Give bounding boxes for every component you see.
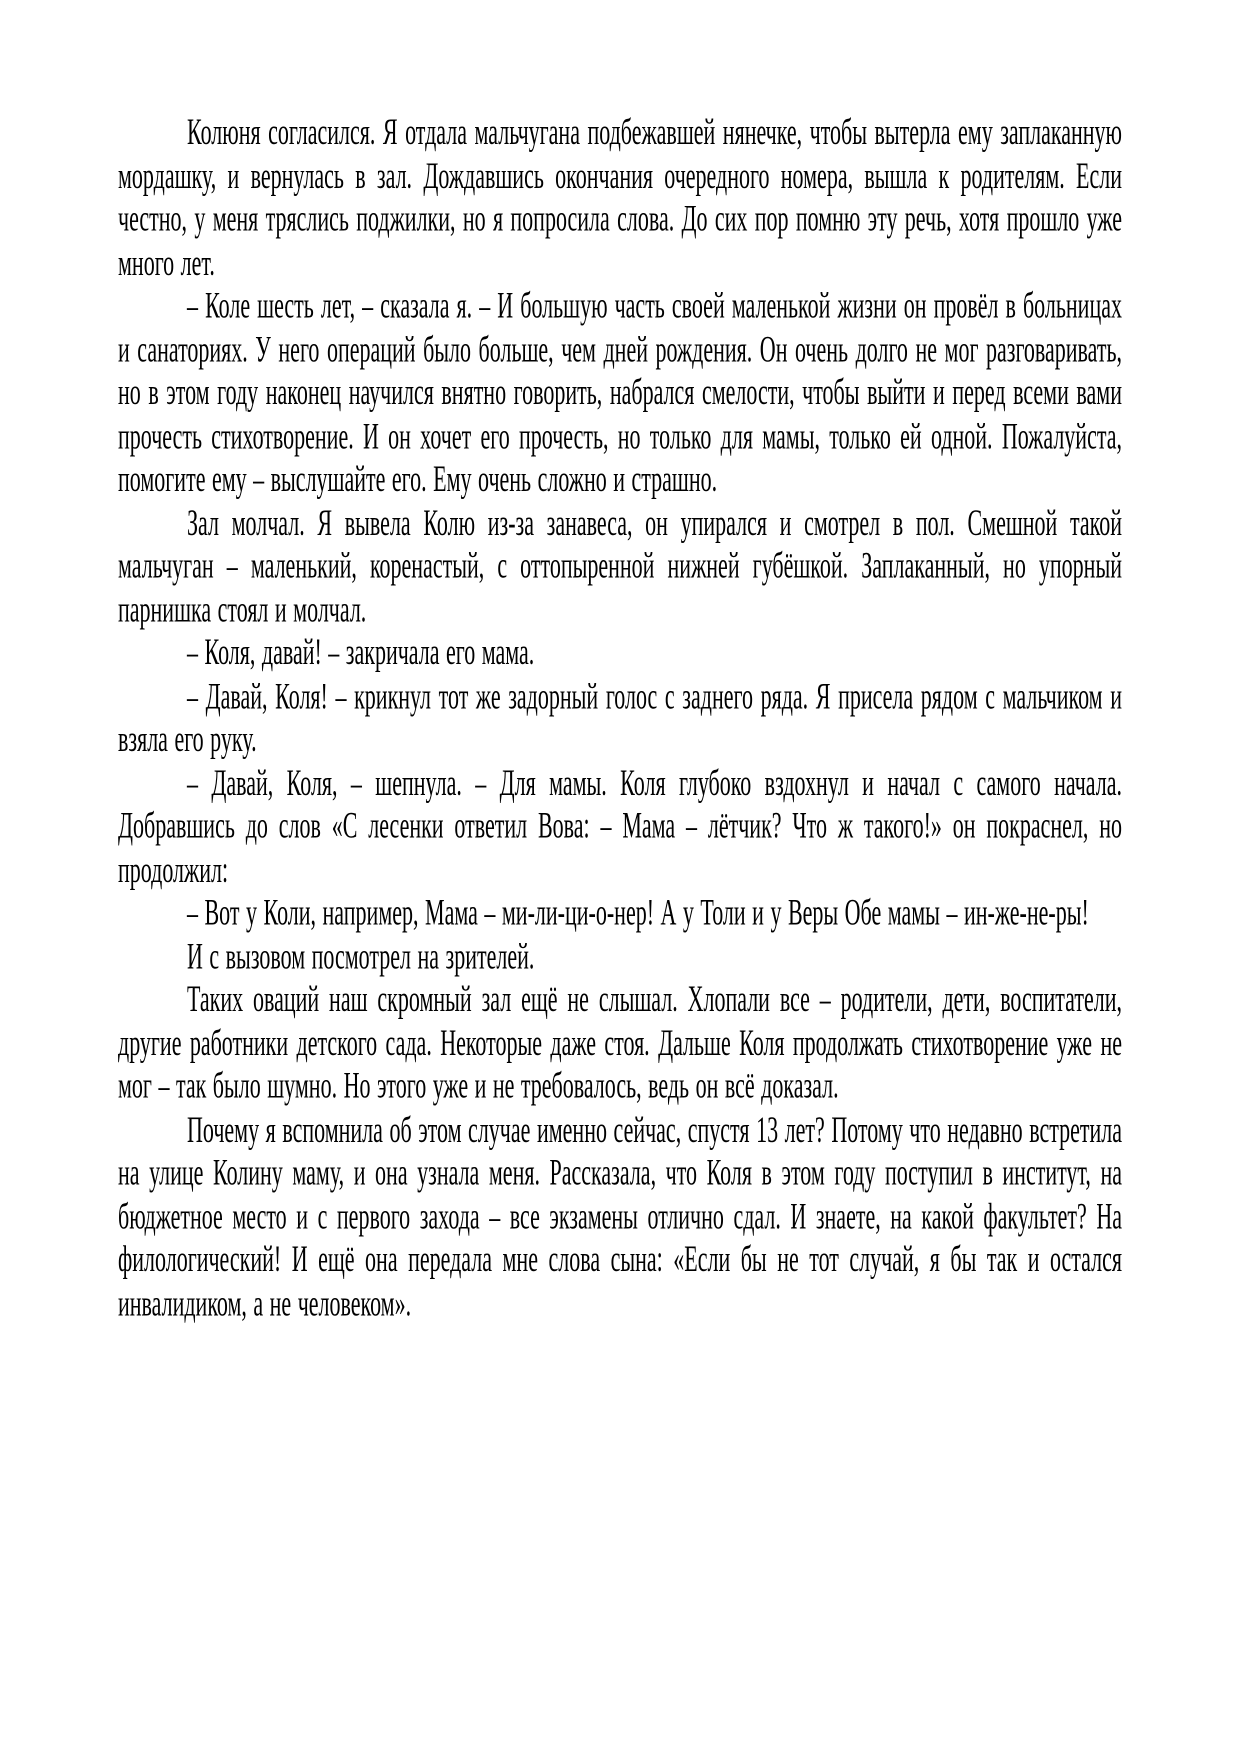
paragraph: Колюня согласился. Я отдала мальчугана подбежавшей нянечке, чтобы вытерла ему заплаканную мордашку, и вернулась в зал. Дождавшись окончания очередного номера, вышла к родителям. Если честно, у меня тряслись поджилки, но я попросила слова. До сих пор помню эту речь, хотя прошло уже много лет. — [118, 110, 1122, 283]
paragraph: Почему я вспомнила об этом случае именно сейчас, спустя 13 лет? Потому что недавно встретила на улице Колину маму, и она узнала меня. Рассказала, что Коля в этом году поступил в институт, на бюджетное место и с первого захода – все экзамены отлично сдал. И знаете, на какой факультет? На филологический! И ещё она передала мне слова сына: «Если бы не тот случай, я бы так и остался инвалидиком, а не человеком». — [118, 1107, 1122, 1323]
paragraph: – Вот у Коли, например, Мама – ми-ли-ци-о-нер! А у Толи и у Веры Обе мамы – ин-же-не-ры! — [187, 890, 1089, 933]
paragraph: – Коля, давай! – закричала его мама. — [187, 630, 535, 673]
paragraph: – Давай, Коля, – шепнула. – Для мамы. Коля глубоко вздохнул и начал с самого начала. Добравшись до слов «С лесенки ответил Вова: – Мама – лётчик? Что ж такого!» он покраснел, но продолжил: — [118, 760, 1122, 890]
text-page — [118, 110, 1122, 1323]
paragraph: И с вызовом посмотрел на зрителей. — [187, 933, 535, 977]
text-block — [118, 110, 1122, 1324]
paragraph: Таких оваций наш скромный зал ещё не слышал. Хлопали все – родители, дети, воспитатели, другие работники детского сада. Некоторые даже стоя. Дальше Коля продолжать стихотворение уже не мог – так было шумно. Но этого уже и не требовалось, ведь он всё доказал. — [118, 977, 1122, 1107]
paragraph: – Давай, Коля! – крикнул тот же задорный голос с заднего ряда. Я присела рядом с мальчиком и взяла его руку. — [118, 673, 1122, 760]
paragraph: Зал молчал. Я вывела Колю из-за занавеса, он упирался и смотрел в пол. Смешной такой мальчуган – маленький, коренастый, с оттопыренной нижней губёшкой. Заплаканный, но упорный парнишка стоял и молчал. — [118, 500, 1122, 630]
paragraph: – Коле шесть лет, – сказала я. – И большую часть своей маленькой жизни он провёл в больницах и санаториях. У него операций было больше, чем дней рождения. Он очень долго не мог разговаривать, но в этом году наконец научился внятно говорить, набрался смелости, чтобы выйти и перед всеми вами прочесть стихотворение. И он хочет его прочесть, но только для мамы, только ей одной. Пожалуйста, помогите ему – выслушайте его. Ему очень сложно и страшно. — [118, 283, 1122, 500]
